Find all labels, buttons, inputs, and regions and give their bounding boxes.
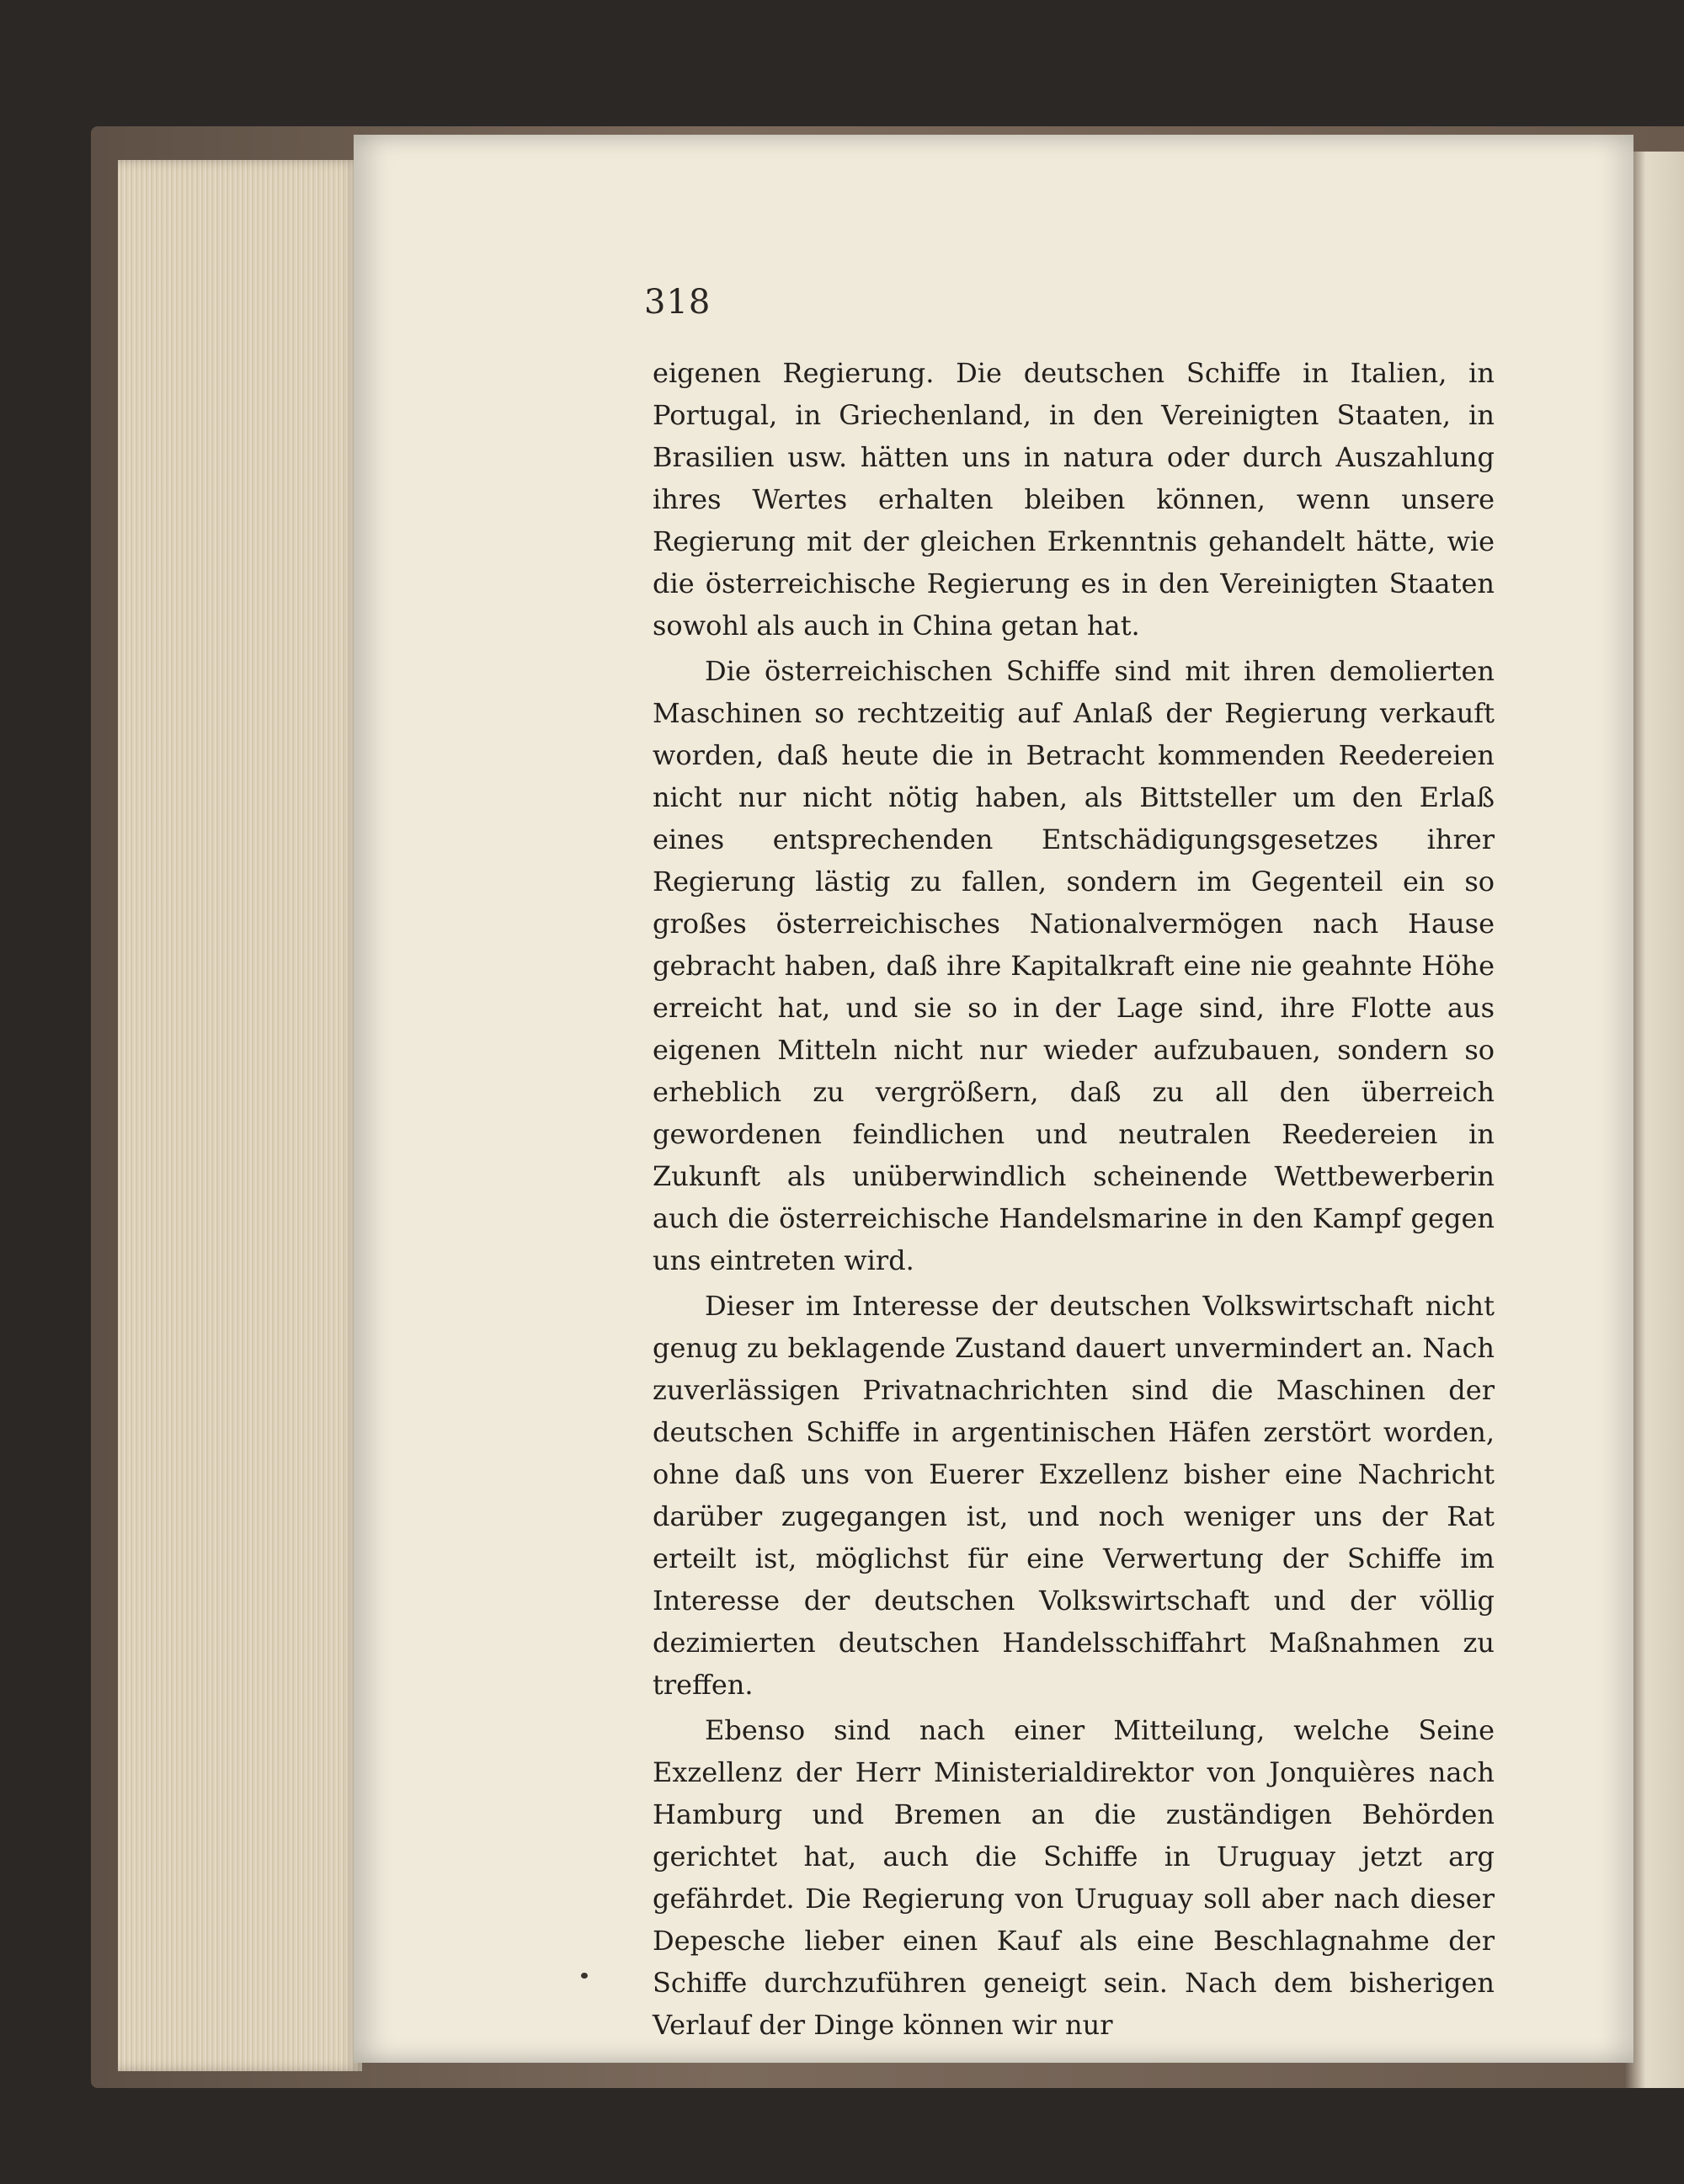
next-page-edge: [1625, 152, 1684, 2088]
ink-speck: [581, 1973, 588, 1979]
paragraph-1: eigenen Regierung. Die deutschen Schiffe in Italien, in Portugal, in Griechenland, in den Vereinigten Staaten, in Brasilien usw. hätten uns in natura oder durch Auszahlung ihres Wertes erhalten bleiben können, wenn unsere Regierung mit der gleichen Erkenntnis gehandelt hätte, wie die österreichische Regierung es in den Vereinigten Staaten sowohl als auch in China getan hat.: [653, 357, 1495, 642]
page-edges: [118, 160, 362, 2071]
paragraph-4: Ebenso sind nach einer Mitteilung, welche Seine Exzellenz der Herr Ministerialdirektor von Jonquières nach Hamburg und Bremen an die zuständigen Behörden gerichtet hat, auch die Schiffe in Uruguay jetzt arg gefährdet. Die Regierung von Uruguay soll aber nach dieser Depesche lieber einen Kauf als eine Beschlagnahme der Schiffe durchzuführen geneigt sein. Nach dem bisherigen Verlauf der Dinge können wir nur: [653, 1714, 1495, 2041]
page-number: 318: [644, 283, 711, 322]
paragraph-3: Dieser im Interesse der deutschen Volkswirtschaft nicht genug zu beklagende Zustand dauert unvermindert an. Nach zuverlässigen Privatnachrichten sind die Maschinen der deutschen Schiffe in argentinischen Häfen zerstört worden, ohne daß uns von Euerer Exzellenz bisher eine Nachricht darüber zugegangen ist, und noch weniger uns der Rat erteilt ist, möglichst für eine Verwertung der Schiffe im Interesse der deutschen Volkswirtschaft und der völlig dezimierten deutschen Handelsschiffahrt Maßnahmen zu treffen.: [653, 1290, 1495, 1701]
page-body-text: [653, 352, 1495, 2046]
paragraph-2: Die österreichischen Schiffe sind mit ihren demolierten Maschinen so rechtzeitig auf Anlaß der Regierung verkauft worden, daß heute die in Betracht kommenden Reedereien nicht nur nicht nötig haben, als Bittsteller um den Erlaß eines entsprechenden Entschädigungsgesetzes ihrer Regierung lästig zu fallen, sondern im Gegenteil ein so großes österreichisches Nationalvermögen nach Hause gebracht haben, daß ihre Kapitalkraft eine nie geahnte Höhe erreicht hat, und sie so in der Lage sind, ihre Flotte aus eigenen Mitteln nicht nur wieder aufzubauen, sondern so erheblich zu vergrößern, daß zu all den überreich gewordenen feindlichen und neutralen Reedereien in Zukunft als unüberwindlich scheinende Wettbewerberin auch die österreichische Handelsmarine in den Kampf gegen uns eintreten wird.: [653, 655, 1495, 1276]
